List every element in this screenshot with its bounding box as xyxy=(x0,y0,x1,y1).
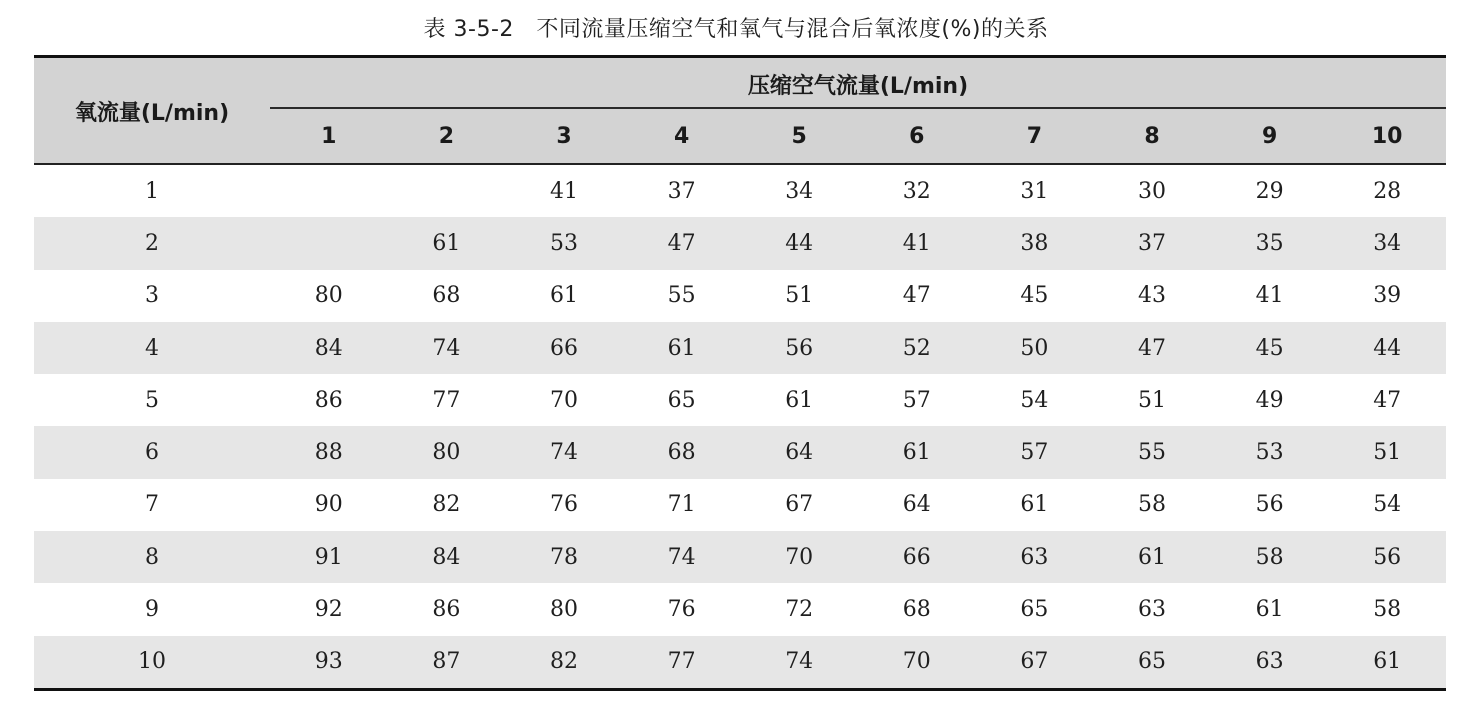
table-cell: 57 xyxy=(1020,440,1049,466)
table-cell: 76 xyxy=(667,597,696,623)
table-row xyxy=(34,270,1446,322)
row-label: 4 xyxy=(145,335,159,361)
table-cell: 58 xyxy=(1373,597,1402,623)
table-cell: 70 xyxy=(785,544,814,570)
table-cell: 34 xyxy=(785,178,814,204)
table-cell: 64 xyxy=(902,492,931,518)
table-cell: 86 xyxy=(432,597,461,623)
table-cell: 67 xyxy=(1020,649,1049,675)
table-cell: 78 xyxy=(549,544,578,570)
table-cell: 38 xyxy=(1020,230,1049,256)
table-cell: 87 xyxy=(432,649,461,675)
table-cell: 41 xyxy=(1255,283,1284,309)
table-cell: 77 xyxy=(432,387,461,413)
table-cell: 61 xyxy=(1255,597,1284,623)
table-cell: 54 xyxy=(1373,492,1402,518)
table-row xyxy=(34,217,1446,269)
column-headers xyxy=(270,111,1446,161)
table-cell: 56 xyxy=(1255,492,1284,518)
row-label: 2 xyxy=(145,230,159,256)
table-cell: 29 xyxy=(1255,178,1284,204)
table-cell: 39 xyxy=(1373,283,1402,309)
table-cell: 43 xyxy=(1137,283,1166,309)
table-cell: 92 xyxy=(314,597,343,623)
row-label: 9 xyxy=(145,597,159,623)
table-row xyxy=(34,322,1446,374)
table-cell: 52 xyxy=(902,335,931,361)
table-row xyxy=(34,165,1446,217)
table-cell: 56 xyxy=(1373,544,1402,570)
table-cell: 37 xyxy=(667,178,696,204)
table-cell: 74 xyxy=(432,335,461,361)
table-cell: 54 xyxy=(1020,387,1049,413)
column-header: 6 xyxy=(909,123,925,149)
table-cell: 63 xyxy=(1020,544,1049,570)
table-row xyxy=(34,426,1446,478)
table-cell: 47 xyxy=(902,283,931,309)
table-row xyxy=(34,583,1446,635)
table-row xyxy=(34,374,1446,426)
table-cell: 68 xyxy=(902,597,931,623)
table-cell: 56 xyxy=(785,335,814,361)
table-cell: 53 xyxy=(549,230,578,256)
column-header: 1 xyxy=(321,123,337,149)
row-header-label: 氧流量(L/min) xyxy=(74,100,230,126)
column-header: 9 xyxy=(1261,123,1278,149)
table-cell: 77 xyxy=(667,649,696,675)
table-cell: 91 xyxy=(314,544,343,570)
row-label: 10 xyxy=(138,649,166,675)
table-cell: 86 xyxy=(314,387,343,413)
table-cell: 65 xyxy=(1020,597,1049,623)
table-cell: 44 xyxy=(785,230,814,256)
table-cell: 80 xyxy=(549,597,578,623)
column-header: 7 xyxy=(1026,123,1043,149)
table-cell: 74 xyxy=(667,544,696,570)
column-header: 8 xyxy=(1144,123,1160,149)
column-header: 2 xyxy=(438,123,455,149)
table-cell: 30 xyxy=(1137,178,1166,204)
table-cell: 47 xyxy=(1137,335,1166,361)
table-cell: 66 xyxy=(549,335,578,361)
table-cell: 74 xyxy=(785,649,814,675)
table-cell: 71 xyxy=(667,492,696,518)
table-cell: 80 xyxy=(432,440,461,466)
table-body xyxy=(34,165,1446,688)
table-cell: 74 xyxy=(549,440,578,466)
table-cell: 51 xyxy=(1137,387,1166,413)
table-cell: 70 xyxy=(549,387,578,413)
table-bottom-rule xyxy=(34,688,1446,691)
table-cell: 51 xyxy=(1373,440,1402,466)
table-cell: 63 xyxy=(1137,597,1166,623)
table-row xyxy=(34,531,1446,583)
table-cell: 55 xyxy=(1137,440,1166,466)
column-header: 5 xyxy=(791,123,807,149)
table-row xyxy=(34,636,1446,688)
table-cell: 61 xyxy=(432,230,461,256)
table-cell: 41 xyxy=(549,178,578,204)
row-label: 1 xyxy=(145,178,159,204)
table-cell: 61 xyxy=(785,387,814,413)
table-cell: 34 xyxy=(1373,230,1402,256)
table-cell: 55 xyxy=(667,283,696,309)
table-cell: 84 xyxy=(314,335,343,361)
table-cell: 37 xyxy=(1137,230,1166,256)
table-cell: 61 xyxy=(667,335,696,361)
table-cell: 70 xyxy=(902,649,931,675)
table-cell: 61 xyxy=(549,283,578,309)
table-cell: 41 xyxy=(902,230,931,256)
table-cell: 63 xyxy=(1255,649,1284,675)
column-header: 3 xyxy=(556,123,572,149)
table-cell: 51 xyxy=(785,283,814,309)
table-cell: 61 xyxy=(902,440,931,466)
table-cell: 45 xyxy=(1020,283,1049,309)
table-cell: 82 xyxy=(549,649,578,675)
row-label: 5 xyxy=(145,387,159,413)
row-label: 6 xyxy=(145,440,159,466)
table-cell: 82 xyxy=(432,492,461,518)
table-cell: 67 xyxy=(785,492,814,518)
table-cell: 65 xyxy=(1137,649,1166,675)
table-cell: 58 xyxy=(1137,492,1166,518)
table-cell: 57 xyxy=(902,387,931,413)
table-row xyxy=(34,479,1446,531)
table-cell: 72 xyxy=(785,597,814,623)
table-cell: 80 xyxy=(314,283,343,309)
table-cell: 76 xyxy=(549,492,578,518)
table-cell: 28 xyxy=(1373,178,1402,204)
table-cell: 32 xyxy=(902,178,931,204)
table-cell: 50 xyxy=(1020,335,1049,361)
table-caption: 表 3-5-2 不同流量压缩空气和氧气与混合后氧浓度(%)的关系 xyxy=(423,17,1049,42)
table-cell: 61 xyxy=(1020,492,1049,518)
table-cell: 61 xyxy=(1373,649,1402,675)
table-cell: 47 xyxy=(667,230,696,256)
table-cell: 66 xyxy=(902,544,931,570)
row-label: 8 xyxy=(145,544,159,570)
table-cell: 49 xyxy=(1255,387,1284,413)
table-cell: 68 xyxy=(667,440,696,466)
table-cell: 65 xyxy=(667,387,696,413)
table-cell: 35 xyxy=(1255,230,1284,256)
column-header: 4 xyxy=(673,123,690,149)
table-cell: 47 xyxy=(1373,387,1402,413)
table-cell: 58 xyxy=(1255,544,1284,570)
table-cell: 61 xyxy=(1137,544,1166,570)
table-cell: 93 xyxy=(314,649,343,675)
column-header: 10 xyxy=(1371,123,1403,149)
table-cell: 84 xyxy=(432,544,461,570)
table-cell: 68 xyxy=(432,283,461,309)
column-group-rule xyxy=(270,107,1446,109)
table-cell: 90 xyxy=(314,492,343,518)
table-cell: 31 xyxy=(1020,178,1049,204)
row-label: 3 xyxy=(145,283,159,309)
table-cell: 88 xyxy=(314,440,343,466)
row-label: 7 xyxy=(145,492,159,518)
table-cell: 45 xyxy=(1255,335,1284,361)
table-cell: 64 xyxy=(785,440,814,466)
column-group-header: 压缩空气流量(L/min) xyxy=(747,73,969,99)
table-cell: 53 xyxy=(1255,440,1284,466)
table-cell: 44 xyxy=(1373,335,1402,361)
